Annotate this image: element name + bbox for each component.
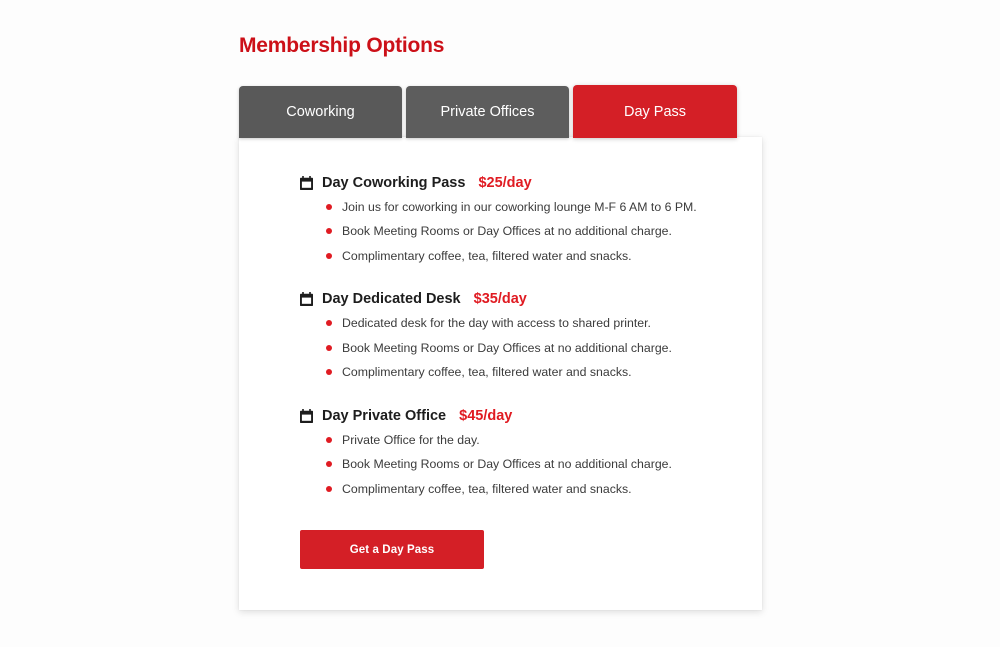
feature-text: Book Meeting Rooms or Day Offices at no additional charge. [342, 224, 672, 239]
list-item [326, 364, 722, 382]
plan-header [300, 175, 722, 191]
list-item [326, 456, 722, 474]
list-item [326, 223, 722, 241]
plan-feature-list [300, 199, 722, 265]
plan-title: Day Coworking Pass [322, 175, 466, 191]
list-item [326, 340, 722, 358]
bullet-icon [326, 320, 332, 326]
feature-text: Book Meeting Rooms or Day Offices at no additional charge. [342, 457, 672, 472]
feature-text: Book Meeting Rooms or Day Offices at no additional charge. [342, 340, 672, 355]
bullet-icon [326, 486, 332, 492]
cta-container [300, 530, 722, 569]
list-item [326, 481, 722, 499]
plan-price: $35/day [473, 291, 527, 308]
feature-text: Complimentary coffee, tea, filtered water and snacks. [342, 365, 632, 380]
plan-title: Day Dedicated Desk [322, 291, 461, 308]
plan-price: $45/day [459, 407, 513, 424]
tab-day-pass[interactable] [573, 85, 737, 138]
tab-coworking[interactable] [239, 86, 402, 138]
calendar-icon [300, 176, 313, 190]
bullet-icon [326, 437, 332, 443]
bullet-icon [326, 369, 332, 375]
feature-text: Complimentary coffee, tea, filtered water and snacks. [342, 248, 632, 263]
day-pass-panel [239, 137, 762, 610]
plan-day-dedicated-desk [300, 291, 722, 381]
plan-price: $25/day [478, 175, 532, 191]
calendar-icon [300, 409, 313, 423]
feature-text: Complimentary coffee, tea, filtered water and snacks. [342, 481, 632, 496]
bullet-icon [326, 228, 332, 234]
feature-text: Dedicated desk for the day with access to shared printer. [342, 316, 651, 331]
feature-text: Private Office for the day. [342, 432, 480, 447]
feature-text: Join us for coworking in our coworking lounge M-F 6 AM to 6 PM. [342, 200, 697, 214]
membership-tab-strip [239, 85, 737, 138]
tab-coworking-label: Coworking [286, 104, 355, 120]
tab-private-offices-label: Private Offices [440, 104, 535, 120]
calendar-icon [300, 292, 313, 306]
bullet-icon [326, 253, 332, 259]
tab-private-offices[interactable] [406, 86, 569, 138]
bullet-icon [326, 345, 332, 351]
plan-header [300, 291, 722, 307]
plan-feature-list [300, 432, 722, 498]
day-pass-panel-content [239, 137, 762, 569]
list-item [326, 432, 722, 450]
plan-title: Day Private Office [322, 407, 447, 424]
plan-day-private-office [300, 408, 722, 498]
bullet-icon [326, 204, 332, 210]
list-item [326, 199, 722, 217]
tab-day-pass-label: Day Pass [623, 103, 687, 120]
plan-feature-list [300, 315, 722, 381]
plan-header [300, 408, 722, 424]
get-a-day-pass-button[interactable]: Get a Day Pass [300, 530, 484, 569]
list-item [326, 315, 722, 333]
plan-day-coworking-pass [300, 175, 722, 265]
list-item [326, 248, 722, 266]
page-title: Membership Options [239, 34, 445, 58]
bullet-icon [326, 461, 332, 467]
